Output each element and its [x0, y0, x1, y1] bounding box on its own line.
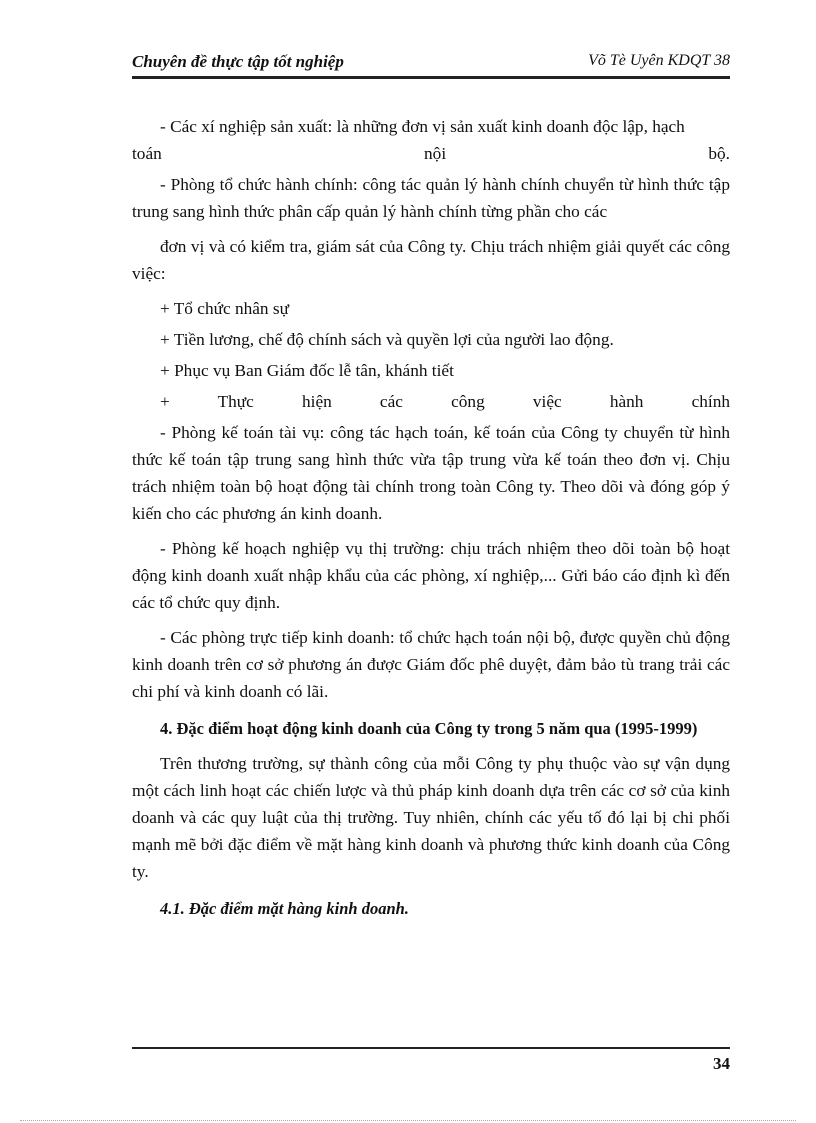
list-item: + Thực hiện các công việc hành chính	[160, 392, 730, 411]
paragraph-admin-dept-cont: đơn vị và có kiểm tra, giám sát của Công ty. Chịu trách nhiệm giải quyết các công việc:	[132, 237, 730, 283]
list-item: + Tiền lương, chế độ chính sách và quyền lợi của người lao động.	[160, 330, 614, 349]
list-item: + Tổ chức nhân sự	[160, 299, 289, 318]
paragraph-market-success: Trên thương trường, sự thành công của mỗi Công ty phụ thuộc vào sự vận dụng một cách linh hoạt các chiến lược và thủ pháp kinh doanh dựa trên các cơ sở của kinh doanh và các quy luật của thị trường. Tuy nhiên, chính các yếu tố đó lại bị chi phối mạnh mẽ bởi đặc điểm về mặt hàng kinh doanh và phương thức kinh doanh của Công ty.	[132, 754, 730, 881]
paragraph-planning-dept: - Phòng kế hoạch nghiệp vụ thị trường: chịu trách nhiệm theo dõi toàn bộ hoạt động kinh doanh xuất nhập khẩu của các phòng, xí nghiệp,... Gửi báo cáo định kì đến các tổ chức quy định.	[132, 539, 730, 612]
header-document-title: Chuyên đề thực tập tốt nghiệp	[132, 52, 344, 71]
list-item: + Phục vụ Ban Giám đốc lễ tân, khánh tiết	[160, 361, 454, 380]
paragraph-production-units-cont: toán nội bộ.	[132, 144, 730, 163]
paragraph-admin-dept: - Phòng tổ chức hành chính: công tác quản lý hành chính chuyển từ hình thức tập trung sang hình thức phân cấp quản lý hành chính từng phần cho các	[132, 175, 730, 221]
footer-divider	[132, 1047, 730, 1049]
page-bottom-border	[20, 1120, 796, 1121]
subsection-heading: 4.1. Đặc điểm mặt hàng kinh doanh.	[160, 899, 409, 918]
document-body	[132, 113, 730, 922]
header-author: Võ Tè Uyên KDQT 38	[588, 52, 730, 69]
paragraph-business-depts: - Các phòng trực tiếp kinh doanh: tổ chức hạch toán nội bộ, được quyền chủ động kinh doanh trên cơ sở phương án được Giám đốc phê duyệt, đảm bảo tù trang trải các chi phí và kinh doanh có lãi.	[132, 628, 730, 701]
page-number: 34	[713, 1054, 730, 1073]
paragraph-accounting-dept: - Phòng kế toán tài vụ: công tác hạch toán, kế toán của Công ty chuyển từ hình thức kế toán tập trung sang hình thức vừa tập trung vừa kế toán theo đơn vị. Chịu trách nhiệm toàn bộ hoạt động tài chính trong toàn Công ty. Theo dõi và đóng góp ý kiến cho các phương án kinh doanh.	[132, 423, 730, 523]
paragraph-production-units: - Các xí nghiệp sản xuất: là những đơn vị sản xuất kinh doanh độc lập, hạch	[160, 117, 685, 136]
section-heading: 4. Đặc điểm hoạt động kinh doanh của Công ty trong 5 năm qua (1995-1999)	[160, 719, 698, 738]
page-header	[132, 50, 730, 79]
